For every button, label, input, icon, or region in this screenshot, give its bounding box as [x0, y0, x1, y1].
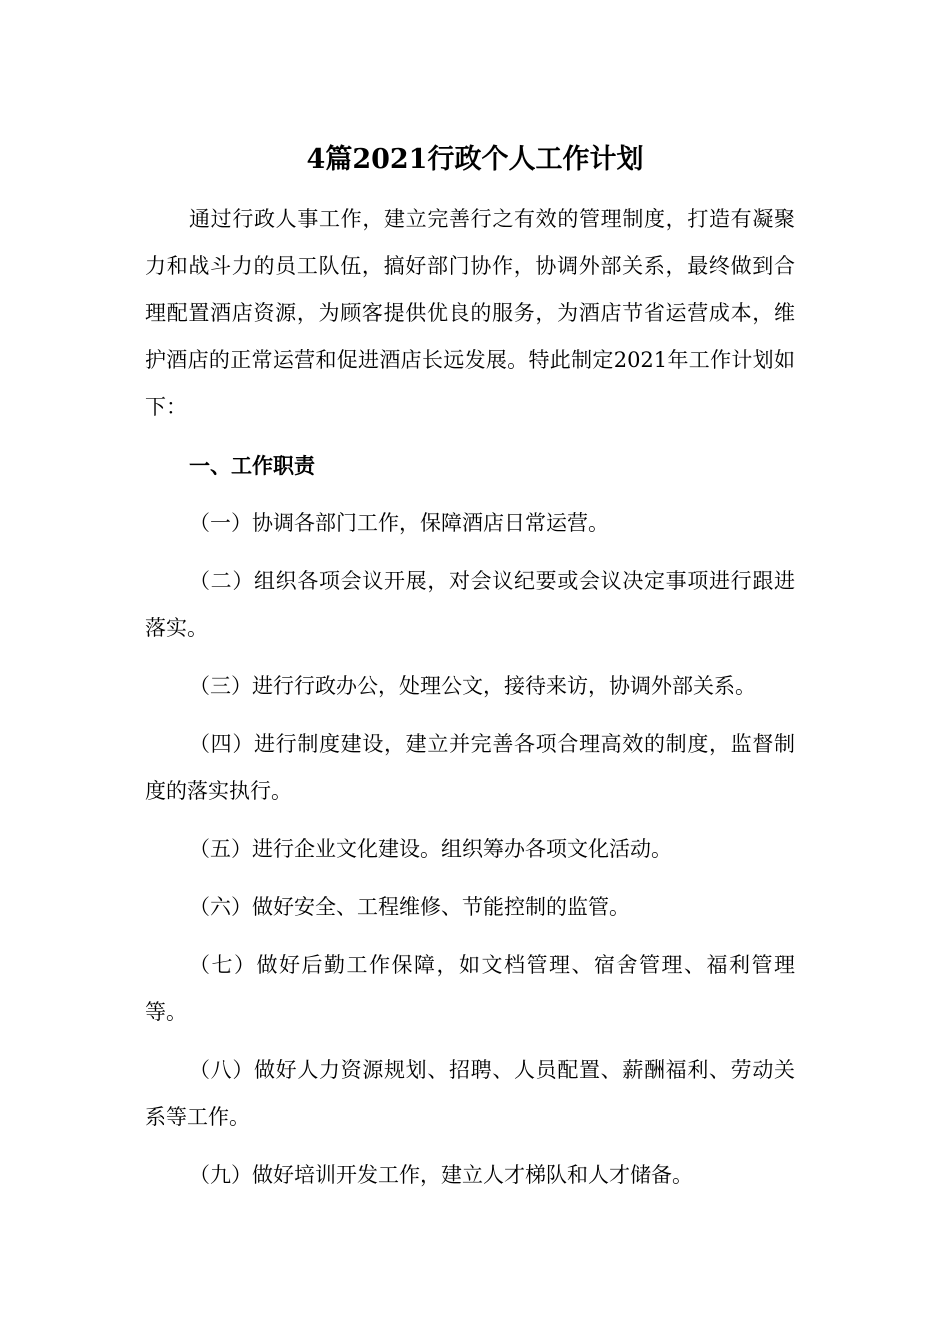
duty-item-1: （一）协调各部门工作，保障酒店日常运营。 — [189, 511, 609, 535]
duty-item-7: （七）做好后勤工作保障，如文档管理、宿舍管理、福利管理等。 — [145, 953, 795, 1024]
document-body — [145, 196, 795, 1210]
duty-item-3: （三）进行行政办公，处理公文，接待来访，协调外部关系。 — [189, 674, 756, 698]
duty-item-8: （八）做好人力资源规划、招聘、人员配置、薪酬福利、劳动关系等工作。 — [145, 1058, 795, 1129]
duty-item-6: （六）做好安全、工程维修、节能控制的监管。 — [189, 895, 630, 919]
duty-item-4: （四）进行制度建设，建立并完善各项合理高效的制度，监督制度的落实执行。 — [145, 732, 795, 803]
duty-item-2: （二）组织各项会议开展，对会议纪要或会议决定事项进行跟进落实。 — [145, 569, 795, 640]
duty-item-5: （五）进行企业文化建设。组织筹办各项文化活动。 — [189, 837, 672, 861]
duty-item-9: （九）做好培训开发工作，建立人才梯队和人才储备。 — [189, 1163, 693, 1187]
document-title: 4篇2021行政个人工作计划 — [306, 144, 644, 175]
section-heading-duties: 一、工作职责 — [189, 453, 315, 478]
intro-paragraph: 通过行政人事工作，建立完善行之有效的管理制度，打造有凝聚力和战斗力的员工队伍，搞好部门协作，协调外部关系，最终做到合理配置酒店资源，为顾客提供优良的服务，为酒店节省运营成本，维护酒店的正常运营和促进酒店长远发展。特此制定2021年工作计划如下： — [145, 207, 795, 419]
